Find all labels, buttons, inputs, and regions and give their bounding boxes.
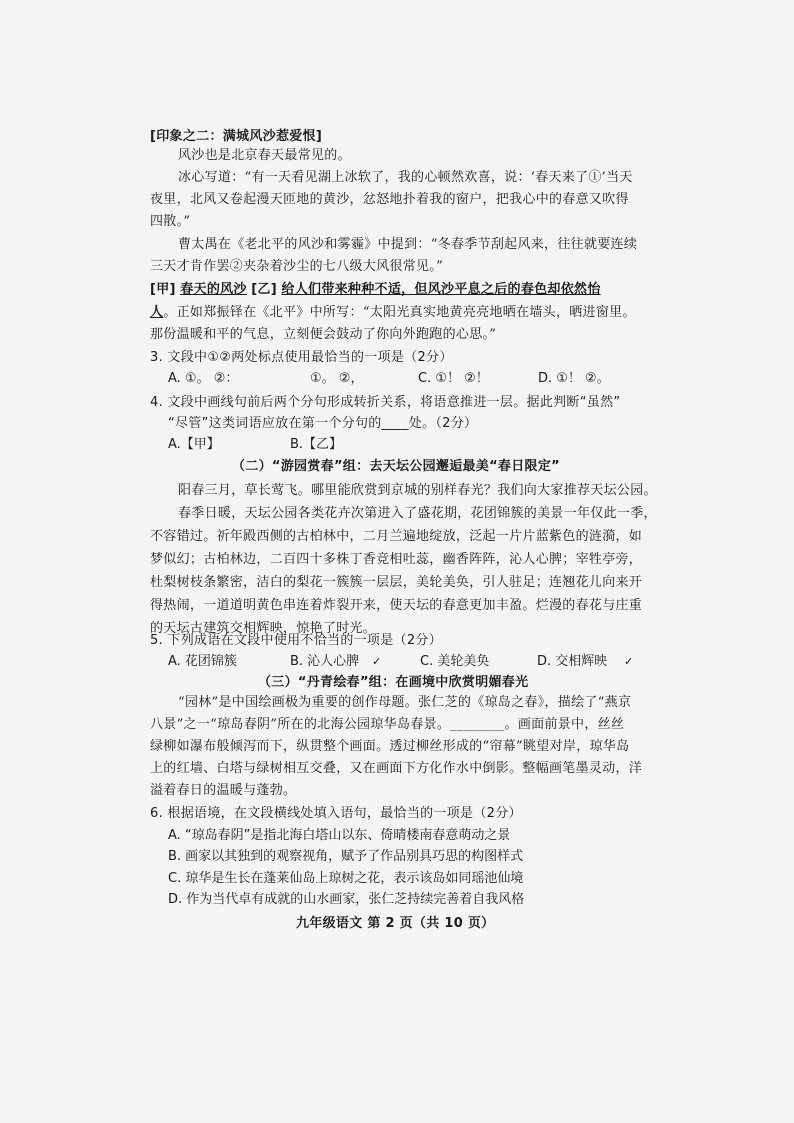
paragraph-line: 溢着春日的温暖与蓬勃。: [150, 783, 297, 798]
paragraph-line: 夜里，北风又卷起漫天匝地的黄沙，忿怒地扑着我的窗户，把我心中的春意又吹得: [150, 192, 629, 207]
underlined-part-a: 春天的风沙: [180, 282, 247, 297]
question-6-stem: 6. 根据语境，在文段横线处填入语句，最恰当的一项是（2分）: [150, 806, 522, 821]
paragraph-line: 梦似幻；古柏林边，二百四十多株丁香竞相吐蕊，幽香阵阵，沁人心脾；宰牲亭旁，: [150, 552, 643, 567]
paragraph-text: 。正如郑振铎在《北平》中所写：“太阳光真实地黄亮亮地晒在墙头，晒进窗里。: [163, 305, 636, 320]
paragraph-line: 曹太禺在《老北平的风沙和雾霾》中提到：“冬春季节刮起风来，往往就要连续: [178, 237, 638, 252]
q6-option-a: A. “琼岛春阴”是指北海白塔山以东、倚晴楼南春意萌动之景: [168, 828, 511, 843]
q3-option-a: A. ①。 ②：: [168, 371, 239, 386]
q3-option-c: C. ①！ ②！: [418, 371, 489, 386]
paragraph-line: 冰心写道：“有一天看见湖上冰软了，我的心顿然欢喜，说：‘春天来了①’当天: [178, 170, 633, 185]
paragraph-line: [150, 305, 636, 321]
page-footer: 九年级语文 第 2 页（共 10 页）: [296, 916, 495, 931]
paragraph-line: 那份温暖和平的气息，立刻便会鼓动了你向外跑跑的心思。”: [150, 327, 497, 342]
section-heading-impression-2: [印象之二：满城风沙惹爱恨]: [150, 129, 323, 144]
question-4-stem: 4. 文段中画线句前后两个分句形成转折关系，将语意推进一层。据此判断“虽然”: [150, 395, 621, 410]
underlined-part-b: 给人们带来种种不适，但风沙平息之后的春色却依然怡: [281, 282, 601, 297]
section-heading-2: （二）“游园赏春”组：去天坛公园邂逅最美“春日限定”: [232, 459, 560, 474]
paragraph-line: 八景”之一“琼岛春阴”所在的北海公园琼华岛春景。________。画面前景中，丝丝: [150, 717, 625, 732]
paragraph-line: 绿柳如瀑布般倾泻而下，纵贯整个画面。透过柳丝形成的“帘幕”眺望对岸，琼华岛: [150, 739, 630, 754]
section-heading-3: （三）“丹青绘春”组：在画境中欣赏明媚春光: [258, 675, 529, 690]
question-3-stem: 3. 文段中①②两处标点使用最恰当的一项是（2分）: [150, 350, 453, 365]
paragraph-line: 上的红墙、白塔与绿树相互交叠，又在画面下方化作水中倒影。整幅画笔墨灵动，洋: [150, 761, 643, 776]
q5-option-d: D. 交相辉映: [537, 654, 608, 669]
paragraph-line: 三天才肯作罢②夹杂着沙尘的七八级大风很常见。”: [150, 259, 444, 274]
paragraph-line: 四散。”: [150, 214, 191, 229]
paragraph-line: 春季日暖，天坛公园各类花卉次第进入了盛花期，花团锦簇的美景一年仅此一季，: [178, 506, 657, 521]
check-mark: ✓: [372, 655, 382, 668]
check-mark: ✓: [624, 655, 634, 668]
paragraph-line: 的天坛古建筑交相辉映，惊艳了时光。: [150, 621, 377, 636]
paragraph-line: “园林”是中国绘画极为重要的创作母题。张仁芝的《琼岛之春》，描绘了“燕京: [178, 695, 632, 710]
paragraph-line: 杜梨树枝条繁密，洁白的梨花一簇簇一层层，美轮美奂，引人驻足；连翘花儿向来开: [150, 575, 643, 590]
q5-option-c: C. 美轮美奂: [420, 654, 490, 669]
underlined-sentence: [150, 282, 601, 298]
marker-jia: [甲]: [150, 282, 176, 297]
paragraph-line: 不容错过。祈年殿西侧的古柏林中，二月兰遍地绽放，泛起一片片蓝紫色的涟漪，如: [150, 529, 643, 544]
marker-yi: [乙]: [251, 282, 277, 297]
underlined-part-c: 人: [150, 305, 164, 320]
paragraph-line: 风沙也是北京春天最常见的。: [178, 148, 351, 163]
paragraph-line: 得热闹，一道道明黄色串连着炸裂开来，使天坛的春意更加丰盈。烂漫的春花与庄重: [150, 598, 643, 613]
q4-option-a: A.【甲】: [168, 437, 220, 452]
question-4-stem: “尽管”这类词语应放在第一个分句的____处。（2分）: [168, 416, 478, 431]
q6-option-b: B. 画家以其独到的观察视角，赋予了作品别具巧思的构图样式: [168, 849, 524, 864]
q3-option-d: D. ①！ ②。: [538, 371, 610, 386]
q3-option-b: ①。 ②，: [310, 371, 364, 386]
q4-option-b: B.【乙】: [290, 437, 343, 452]
q6-option-d: D. 作为当代卓有成就的山水画家，张仁芝持续完善着自我风格: [168, 892, 525, 907]
question-5-stem: 5. 下列成语在文段中使用不恰当的一项是（2分）: [150, 633, 443, 648]
q5-option-a: A. 花团锦簇: [168, 654, 237, 669]
q6-option-c: C. 琼华是生长在蓬莱仙岛上琼树之花，表示该岛如同瑶池仙境: [168, 871, 524, 886]
paragraph-line: 阳春三月，草长莺飞。哪里能欣赏到京城的别样春光？我们向大家推荐天坛公园。: [178, 483, 657, 498]
q5-option-b: B. 沁人心脾: [290, 654, 360, 669]
